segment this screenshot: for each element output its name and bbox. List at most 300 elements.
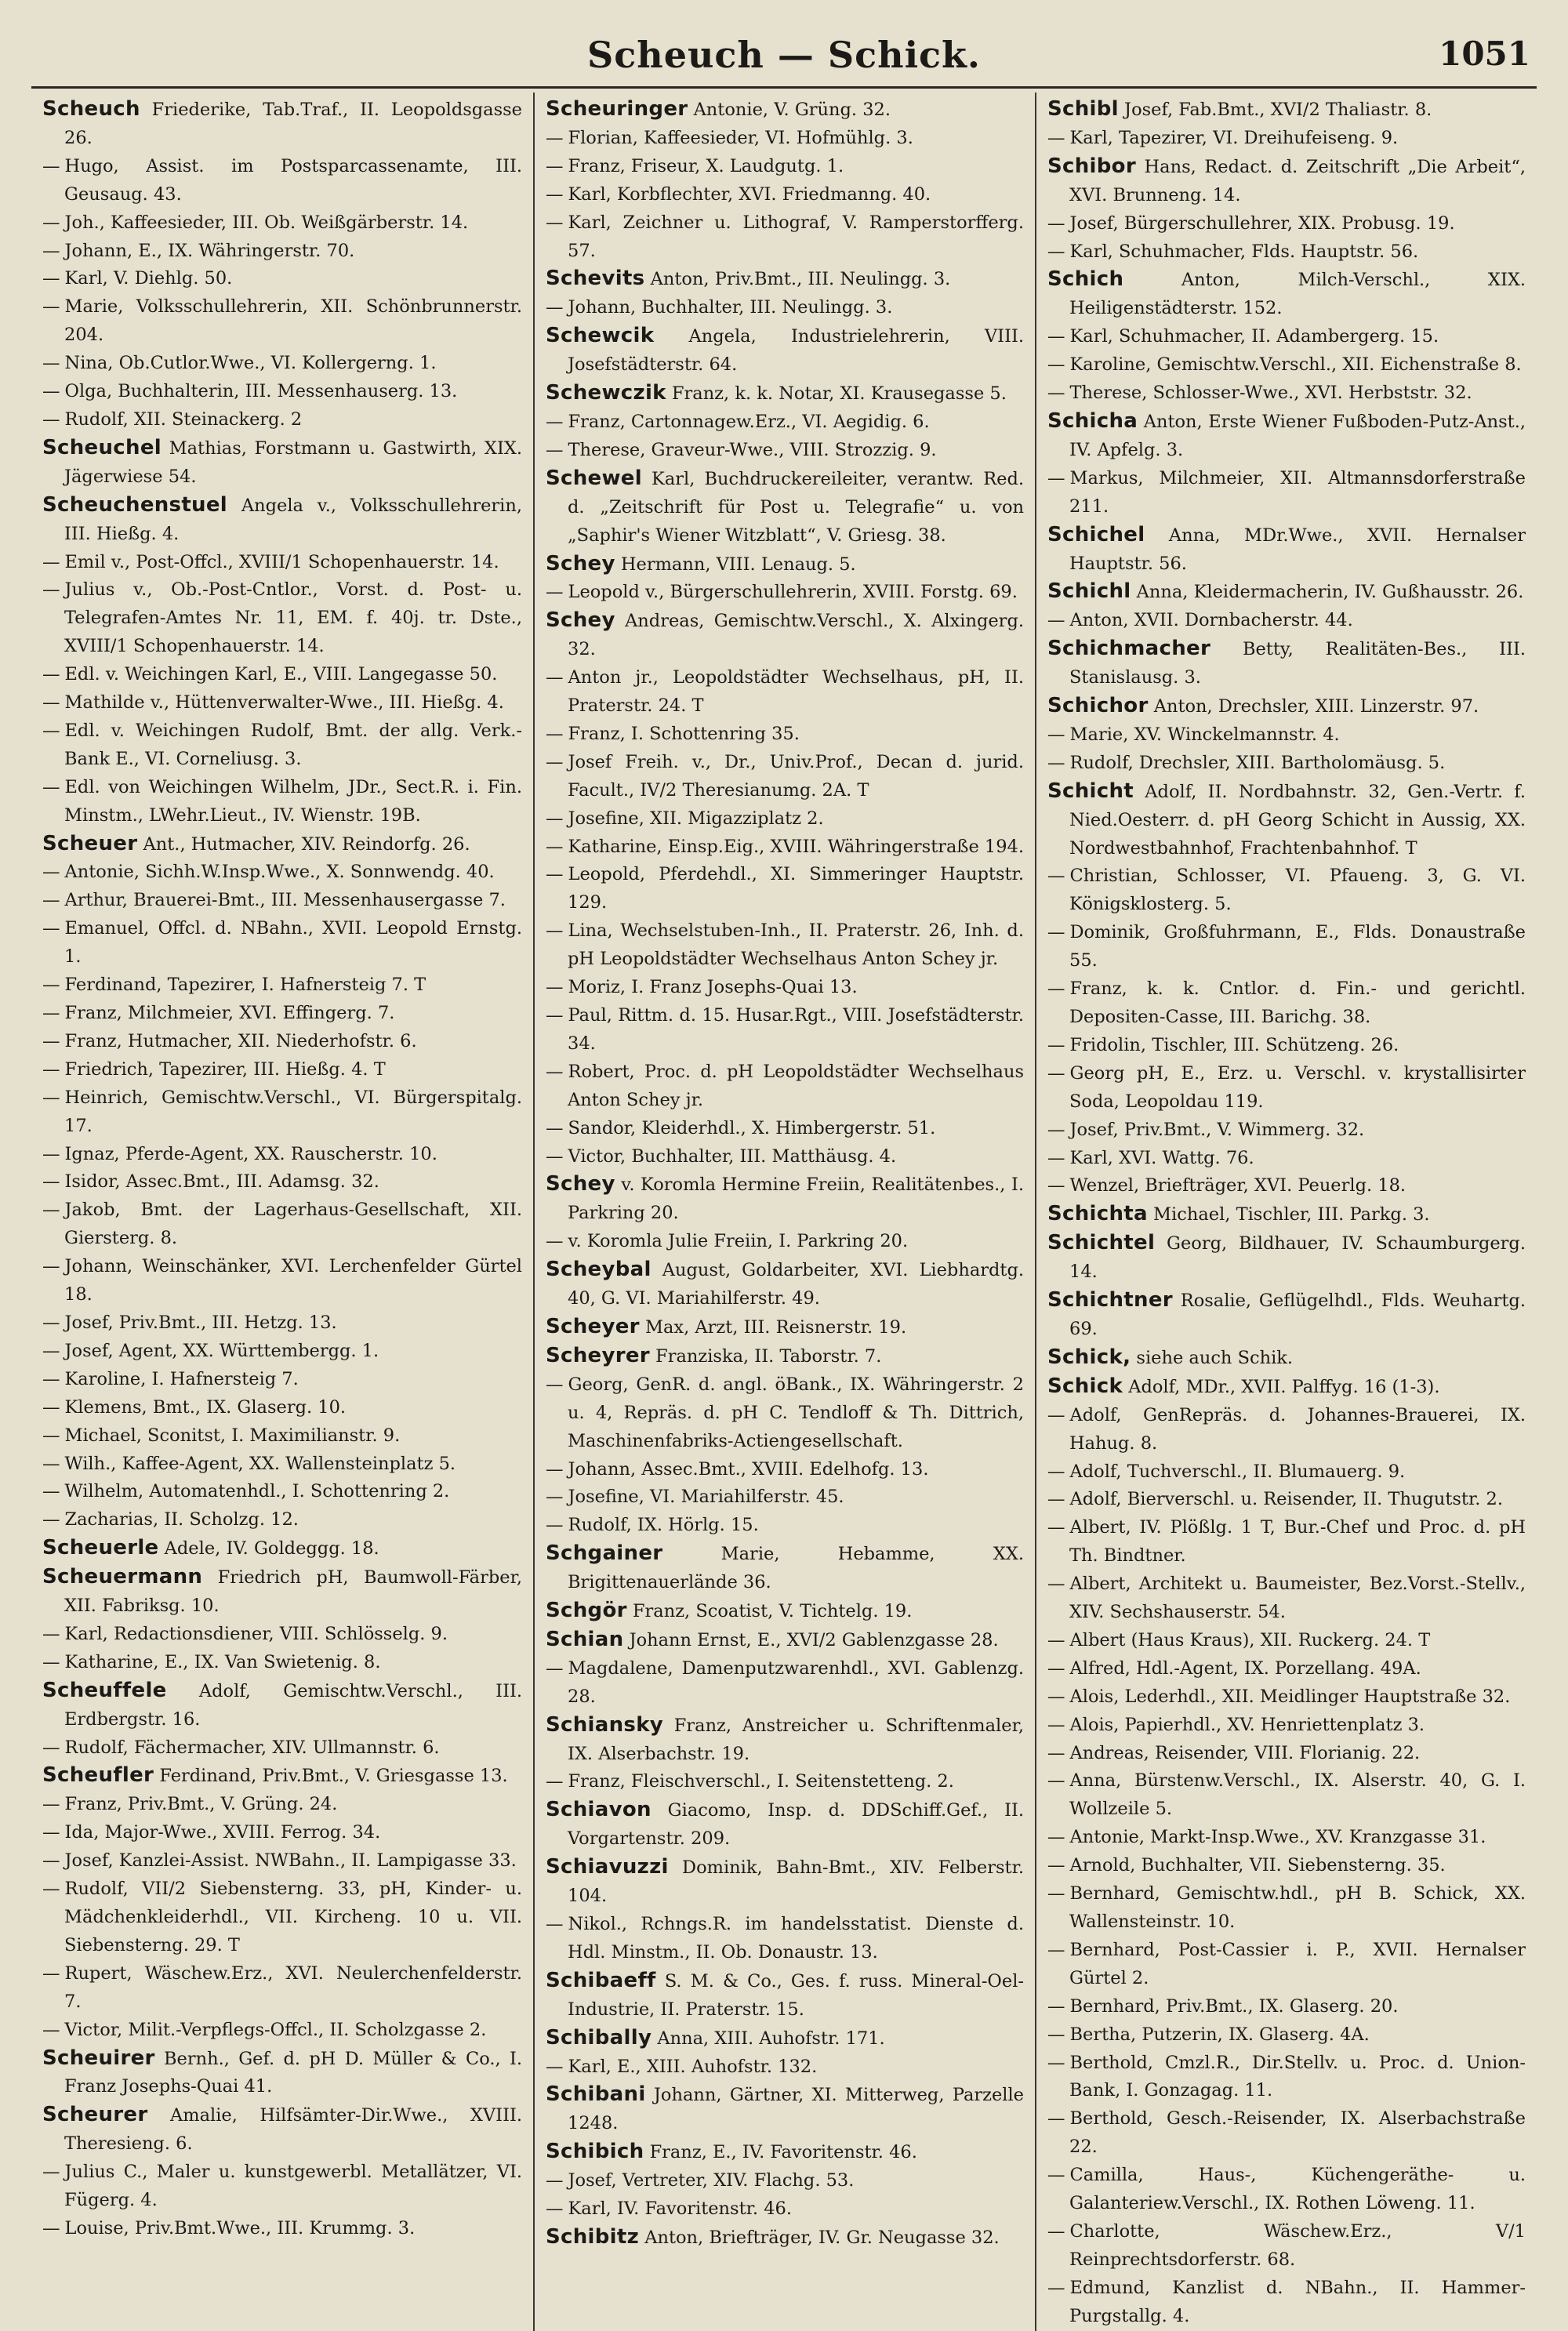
directory-entry [546, 1228, 1024, 1256]
entry-text: Albert, IV. Plößlg. 1 T, Bur.-Chef und Proc. d. pH Th. Bindtner. [1069, 1517, 1526, 1567]
continuation-dash: — [42, 212, 60, 233]
entry-text: Rosalie, Geflügelhdl., Flds. Weuhartg. 69. [1069, 1291, 1526, 1339]
continuation-dash: — [546, 1231, 564, 1252]
entry-text: Leopold, Pferdehdl., XI. Simmeringer Hauptstr. 129. [568, 864, 1024, 913]
continuation-dash: — [1047, 1995, 1065, 2017]
continuation-dash: — [546, 2056, 564, 2077]
continuation-dash: — [546, 2198, 564, 2220]
continuation-dash: — [1047, 752, 1065, 773]
continuation-dash: — [42, 1171, 60, 1193]
entry-surname: Schichtel [1047, 1231, 1156, 1255]
directory-entry [1047, 692, 1526, 721]
directory-entry [42, 1338, 522, 1366]
directory-entry [1047, 862, 1526, 919]
directory-entry [546, 917, 1024, 974]
entry-text: Rudolf, IX. Hörlg. 15. [568, 1515, 759, 1536]
continuation-dash: — [42, 296, 60, 318]
directory-entry [1047, 238, 1526, 267]
entry-text: Alfred, Hdl.-Agent, IX. Porzellang. 49A. [1069, 1657, 1421, 1679]
directory-entry [546, 1456, 1024, 1484]
directory-entry [1047, 750, 1526, 778]
directory-entry [546, 294, 1024, 322]
entry-surname: Scheurer [42, 2103, 148, 2127]
entry-surname: Schian [546, 1627, 624, 1651]
directory-entry [42, 1366, 522, 1394]
directory-entry [42, 887, 522, 915]
entry-surname: Schick [1047, 1374, 1123, 1398]
directory-entry [546, 2024, 1024, 2053]
entry-text: Franz, Anstreicher u. Schriftenmaler, IX. Alserbachstr. 19. [568, 1715, 1025, 1764]
directory-entry [1047, 351, 1526, 379]
directory-entry [546, 607, 1024, 664]
entry-text: Georg, GenR. d. angl. öBank., IX. Währingerstr. 2 u. 4, Repräs. d. pH C. Tendloff & Th. Dittrich, Maschinenfabriks-Actiengesellschaft. [568, 1374, 1024, 1451]
directory-entry [1047, 1172, 1526, 1200]
continuation-dash: — [546, 836, 564, 857]
entry-text: Josef, Priv.Bmt., V. Wimmerg. 32. [1069, 1119, 1365, 1140]
continuation-dash: — [546, 183, 564, 205]
page-header [31, 24, 1537, 89]
continuation-dash: — [1047, 922, 1065, 943]
entry-text: Karl, Tapezirer, VI. Dreihufeiseng. 9. [1069, 127, 1399, 148]
entry-text: Karl, XVI. Wattg. 76. [1069, 1147, 1254, 1168]
directory-entry [1047, 1880, 1526, 1937]
entry-text: Franz, Scoatist, V. Tichtelg. 19. [632, 1601, 913, 1622]
directory-entry [546, 1171, 1024, 1228]
directory-entry [1047, 125, 1526, 153]
continuation-dash: — [546, 977, 564, 998]
continuation-dash: — [1047, 1742, 1065, 1763]
directory-entry [1047, 607, 1526, 635]
entry-text: Karl, Redactionsdiener, VIII. Schlösselg. 9. [64, 1623, 448, 1644]
entry-surname: Scheuchenstuel [42, 492, 228, 517]
directory-entry [42, 1875, 522, 1960]
directory-entry [42, 830, 522, 859]
directory-entry [546, 974, 1024, 1002]
directory-entry [546, 550, 1024, 579]
entry-text: Fridolin, Tischler, III. Schützeng. 26. [1069, 1034, 1399, 1055]
entry-text: Albert, Architekt u. Baumeister, Bez.Vorst.-Stellv., XIV. Sechshauserstr. 54. [1069, 1574, 1526, 1623]
entry-surname: Schibani [546, 2082, 646, 2107]
continuation-dash: — [1047, 1770, 1065, 1792]
entry-text: Jakob, Bmt. der Lagerhaus-Gesellschaft, XII. Giersterg. 8. [64, 1200, 522, 1249]
directory-entry [42, 1168, 522, 1196]
entry-text: Dominik, Bahn-Bmt., XIV. Felberstr. 104. [568, 1857, 1025, 1907]
directory-entry [1047, 1740, 1526, 1768]
entry-text: Johann Ernst, E., XVI/2 Gablenzgasse 28. [629, 1629, 999, 1650]
entry-text: Andreas, Reisender, VIII. Florianig. 22. [1069, 1742, 1421, 1763]
continuation-dash: — [1047, 1629, 1065, 1650]
entry-text: Bernh., Gef. d. pH D. Müller & Co., I. Franz Josephs-Quai 41. [64, 2048, 522, 2097]
continuation-dash: — [1047, 724, 1065, 745]
continuation-dash: — [1047, 1686, 1065, 1707]
continuation-dash: — [1047, 2165, 1065, 2186]
directory-entry [42, 1762, 522, 1791]
continuation-dash: — [1047, 212, 1065, 234]
entry-text: Karl, Zeichner u. Lithograf, V. Ramperstorfferg. 57. [568, 212, 1024, 261]
entry-text: Hugo, Assist. im Postsparcassenamte, III. Geusaug. 43. [64, 155, 522, 205]
continuation-dash: — [546, 723, 564, 744]
entry-text: Isidor, Assec.Bmt., III. Adamsg. 32. [64, 1171, 379, 1193]
continuation-dash: — [1047, 1657, 1065, 1679]
continuation-dash: — [546, 411, 564, 432]
continuation-dash: — [1047, 2024, 1065, 2045]
entry-surname: Schewel [546, 466, 642, 490]
entry-surname: Scheuer [42, 831, 138, 855]
directory-entry [42, 1960, 522, 2017]
entry-text: Charlotte, Wäschew.Erz., V/1 Reinprechtsdorferstr. 68. [1069, 2220, 1526, 2270]
continuation-dash: — [42, 1340, 60, 1361]
continuation-dash: — [546, 1914, 564, 1934]
continuation-dash: — [42, 1003, 60, 1023]
directory-entry [546, 805, 1024, 833]
directory-entry [42, 1791, 522, 1819]
continuation-dash: — [1047, 1175, 1065, 1196]
continuation-dash: — [1047, 1714, 1065, 1735]
entry-text: Rupert, Wäschew.Erz., XVI. Neulerchenfelderstr. 7. [64, 1962, 522, 2012]
entry-surname: Scheuermann [42, 1565, 203, 1589]
continuation-dash: — [1047, 2277, 1065, 2298]
directory-entry [42, 1649, 522, 1677]
entry-text: Karl, Korbflechter, XVI. Friedmanng. 40. [568, 183, 931, 205]
directory-entry [1047, 1145, 1526, 1173]
directory-entry [42, 293, 522, 350]
directory-entry [546, 2167, 1024, 2195]
entry-text: Marie, Hebamme, XX. Brigittenauerlände 36. [568, 1544, 1024, 1593]
directory-entry [1047, 1655, 1526, 1683]
entry-text: Johann, Buchhalter, III. Neulingg. 3. [568, 297, 893, 318]
directory-entry [42, 1847, 522, 1875]
entry-text: Anna, Kleidermacherin, IV. Gußhausstr. 26. [1136, 582, 1524, 603]
entry-text: Alois, Papierhdl., XV. Henriettenplatz 3. [1069, 1714, 1425, 1735]
entry-surname: Scheybal [546, 1258, 652, 1282]
continuation-dash: — [42, 1396, 60, 1418]
continuation-dash: — [42, 1256, 60, 1277]
entry-text: Franz, k. k. Cntlor. d. Fin.- und gerichtl. Depositen-Casse, III. Barichg. 38. [1069, 979, 1526, 1027]
entry-text: Michael, Tischler, III. Parkg. 3. [1153, 1204, 1430, 1225]
directory-entry [42, 717, 522, 774]
entry-text: Johann, Assec.Bmt., XVIII. Edelhofg. 13. [568, 1458, 929, 1480]
entry-text: Edl. v. Weichingen Rudolf, Bmt. der allg. Verk.-Bank E., VI. Corneliusg. 3. [64, 720, 522, 769]
entry-text: Victor, Milit.-Verpflegs-Offcl., II. Scholzgasse 2. [64, 2019, 487, 2040]
directory-entry [546, 1256, 1024, 1313]
continuation-dash: — [42, 1143, 60, 1164]
entry-text: Josef, Fab.Bmt., XVI/2 Thaliastr. 8. [1124, 100, 1432, 120]
entry-surname: Schiavuzzi [546, 1855, 669, 1879]
entry-text: Anton, Drechsler, XIII. Linzerstr. 97. [1153, 696, 1479, 717]
entry-text: Magdalene, Damenputzwarenhdl., XVI. Gablenzg. 28. [568, 1657, 1024, 1707]
directory-entry [1047, 1060, 1526, 1116]
entry-text: Josef Freih. v., Dr., Univ.Prof., Decan d. jurid. Facult., IV/2 Theresianumg. 2A. T [568, 751, 1024, 801]
continuation-dash: — [1047, 1034, 1065, 1055]
entry-text: Johann, Weinschänker, XVI. Lerchenfelder Gürtel 18. [64, 1256, 522, 1305]
entry-text: Franz, Hutmacher, XII. Niederhofstr. 6. [64, 1030, 417, 1051]
entry-text: Bernhard, Post-Cassier i. P., XVII. Hernalser Gürtel 2. [1069, 1939, 1526, 1988]
entry-text: Adolf, Bierverschl. u. Reisender, II. Thugutstr. 2. [1069, 1489, 1504, 1510]
continuation-dash: — [546, 1515, 564, 1536]
directory-entry [1047, 721, 1526, 750]
directory-entry [42, 265, 522, 293]
directory-entry [546, 833, 1024, 862]
entry-text: Karoline, Gemischtw.Verschl., XII. Eichenstraße 8. [1069, 354, 1522, 376]
directory-entry [546, 2195, 1024, 2224]
continuation-dash: — [42, 353, 60, 374]
directory-entry [546, 721, 1024, 749]
entry-text: Max, Arzt, III. Reisnerstr. 19. [644, 1316, 907, 1338]
entry-text: Friedrich pH, Baumwoll-Färber, XII. Fabriksg. 10. [64, 1567, 522, 1617]
continuation-dash: — [1047, 1147, 1065, 1168]
directory-entry [1047, 153, 1526, 210]
directory-entry [42, 406, 522, 434]
entry-text: Joh., Kaffeesieder, III. Ob. Weißgärberstr. 14. [64, 212, 469, 233]
continuation-dash: — [42, 551, 60, 572]
directory-entry [1047, 635, 1526, 692]
entry-text: Therese, Schlosser-Wwe., XVI. Herbststr. 32. [1069, 383, 1472, 404]
directory-entry [546, 579, 1024, 607]
entry-text: Markus, Milchmeier, XII. Altmannsdorferstraße 211. [1069, 467, 1526, 517]
directory-entry [546, 1313, 1024, 1342]
continuation-dash: — [42, 240, 60, 261]
continuation-dash: — [1047, 1855, 1065, 1876]
entry-surname: Schichl [1047, 579, 1131, 604]
column-1 [31, 93, 533, 2331]
entry-text: Hans, Redact. d. Zeitschrift „Die Arbeit“, XVI. Brunneng. 14. [1069, 156, 1526, 205]
directory-entry [42, 238, 522, 266]
continuation-dash: — [42, 2162, 60, 2183]
continuation-dash: — [42, 268, 60, 289]
directory-entry [546, 1483, 1024, 1512]
entry-text: Adolf, Tuchverschl., II. Blumauerg. 9. [1069, 1461, 1406, 1482]
continuation-dash: — [1047, 241, 1065, 262]
directory-entry [1047, 2105, 1526, 2162]
entry-text: Marie, XV. Winckelmannstr. 4. [1069, 724, 1340, 745]
entry-text: Berthold, Cmzl.R., Dir.Stellv. u. Proc. d. Union-Bank, I. Gonzagag. 11. [1069, 2052, 1526, 2101]
continuation-dash: — [42, 918, 60, 939]
continuation-dash: — [1047, 1404, 1065, 1425]
directory-entry [546, 1342, 1024, 1371]
entry-text: Wilh., Kaffee-Agent, XX. Wallensteinplatz 5. [64, 1453, 456, 1474]
directory-entry [546, 96, 1024, 125]
directory-entry [546, 265, 1024, 294]
entry-text: Rudolf, Fächermacher, XIV. Ullmannstr. 6. [64, 1737, 440, 1758]
entry-text: Sandor, Kleiderhdl., X. Himbergerstr. 51. [568, 1117, 936, 1138]
continuation-dash: — [546, 1458, 564, 1480]
directory-entry [42, 1819, 522, 1847]
continuation-dash: — [1047, 1517, 1065, 1538]
directory-entry [546, 1854, 1024, 1911]
directory-entry [42, 1534, 522, 1563]
directory-entry [1047, 1514, 1526, 1570]
continuation-dash: — [42, 664, 60, 685]
entry-surname: Schich [1047, 267, 1124, 292]
continuation-dash: — [546, 1374, 564, 1395]
directory-entry [546, 749, 1024, 805]
continuation-dash: — [42, 692, 60, 713]
entry-text: Adolf, MDr., XVII. Palffyg. 16 (1-3). [1128, 1376, 1440, 1397]
entry-text: Anton, Briefträger, IV. Gr. Neugasse 32. [644, 2227, 1000, 2248]
entry-text: Nikol., Rchngs.R. im handelsstatist. Dienste d. Hdl. Minstm., II. Ob. Donaustr. 13. [568, 1914, 1024, 1962]
continuation-dash: — [1047, 1883, 1065, 1904]
entry-surname: Schewcik [546, 324, 655, 348]
directory-entry [1047, 1287, 1526, 1344]
directory-entry [1047, 1767, 1526, 1824]
directory-entry [42, 2159, 522, 2215]
continuation-dash: — [42, 890, 60, 911]
directory-entry [546, 125, 1024, 153]
continuation-dash: — [42, 408, 60, 430]
directory-entry [546, 209, 1024, 266]
directory-entry [1047, 1993, 1526, 2021]
entry-text: Mathias, Forstmann u. Gastwirth, XIX. Jägerwiese 54. [64, 438, 523, 487]
continuation-dash: — [42, 1453, 60, 1474]
entry-surname: Schicht [1047, 779, 1134, 803]
directory-entry [42, 1196, 522, 1253]
directory-entry [546, 1626, 1024, 1655]
directory-entry [546, 1911, 1024, 1967]
entry-text: Johann, Gärtner, XI. Mitterweg, Parzelle 1248. [568, 2085, 1024, 2134]
entry-text: Franz, Milchmeier, XVI. Effingerg. 7. [64, 1003, 395, 1023]
directory-entry [42, 1422, 522, 1451]
entry-surname: Schibally [546, 2025, 652, 2050]
directory-entry [42, 915, 522, 971]
directory-entry [1047, 2050, 1526, 2106]
continuation-dash: — [42, 1737, 60, 1758]
continuation-dash: — [42, 1425, 60, 1446]
continuation-dash: — [546, 864, 564, 885]
entry-text: Rudolf, VII/2 Siebensterng. 33, pH, Kinder- u. Mädchenkleiderhdl., VII. Kircheng. 10 u. VII. Siebensterng. 29. T [64, 1879, 522, 1955]
entry-text: S. M. & Co., Ges. f. russ. Mineral-Oel-Industrie, II. Praterstr. 15. [568, 1970, 1024, 2020]
directory-entry [42, 2215, 522, 2243]
entry-text: Heinrich, Gemischtw.Verschl., VI. Bürgerspitalg. 17. [64, 1087, 522, 1136]
continuation-dash: — [1047, 1489, 1065, 1510]
directory-entry [546, 2224, 1024, 2253]
directory-entry [546, 322, 1024, 379]
directory-entry [1047, 1402, 1526, 1458]
entry-text: Nina, Ob.Cutlor.Wwe., VI. Kollergerng. 1. [64, 353, 437, 374]
directory-entry [1047, 1344, 1526, 1373]
entry-text: Ida, Major-Wwe., XVIII. Ferrog. 34. [64, 1822, 381, 1843]
entry-surname: Scheufler [42, 1763, 154, 1788]
directory-entry [546, 1768, 1024, 1796]
entry-surname: Schiavon [546, 1798, 652, 1822]
entry-text: Friederike, Tab.Traf., II. Leopoldsgasse 26. [64, 100, 522, 148]
continuation-dash: — [42, 1962, 60, 1984]
entry-text: Hermann, VIII. Lenaug. 5. [620, 554, 856, 575]
directory-entry [42, 1084, 522, 1141]
continuation-dash: — [1047, 610, 1065, 631]
entry-text: Franz, I. Schottenring 35. [568, 723, 800, 744]
entry-surname: Schewczik [546, 381, 666, 405]
entry-text: Johann, E., IX. Währingerstr. 70. [64, 240, 355, 261]
directory-entry [1047, 408, 1526, 465]
entry-surname: Scheyrer [546, 1343, 650, 1367]
entry-text: Josef, Agent, XX. Württembergg. 1. [64, 1340, 379, 1361]
continuation-dash: — [1047, 127, 1065, 148]
entry-text: Antonie, Sichh.W.Insp.Wwe., X. Sonnwendg. 40. [64, 862, 495, 883]
directory-entry [546, 437, 1024, 465]
entry-text: Franz, Fleischverschl., I. Seitenstetteng. 2. [568, 1771, 954, 1792]
entry-surname: Schichel [1047, 522, 1145, 546]
continuation-dash: — [42, 1481, 60, 1502]
entry-text: Ant., Hutmacher, XIV. Reindorfg. 26. [143, 833, 470, 855]
directory-entry [1047, 1627, 1526, 1655]
entry-surname: Scheuerle [42, 1536, 159, 1560]
entry-text: Adolf, II. Nordbahnstr. 32, Gen.-Vertr. f. Nied.Oesterr. d. pH Georg Schicht in Aussig, XX. Nordwestbahnhof, Frachtenbahnhof. T [1069, 781, 1526, 859]
entry-text: siehe auch Schik. [1136, 1347, 1294, 1368]
directory-entry [546, 1512, 1024, 1540]
entry-text: Georg, Bildhauer, IV. Schaumburgerg. 14. [1069, 1233, 1526, 1283]
entry-text: Mathilde v., Hüttenverwalter-Wwe., III. Hießg. 4. [64, 692, 504, 713]
entry-text: Andreas, Gemischtw.Verschl., X. Alxingerg. 32. [568, 611, 1024, 660]
directory-entry [546, 1597, 1024, 1626]
entry-text: Angela v., Volksschullehrerin, III. Hießg. 4. [64, 495, 523, 544]
entry-text: Julius C., Maler u. kunstgewerbl. Metallätzer, VI. Fügerg. 4. [64, 2162, 522, 2211]
directory-entry [42, 1677, 522, 1734]
continuation-dash: — [1047, 1119, 1065, 1140]
continuation-dash: — [42, 1651, 60, 1672]
entry-text: Victor, Buchhalter, III. Matthäusg. 4. [568, 1146, 897, 1167]
continuation-dash: — [42, 1879, 60, 1900]
entry-text: Anton, Milch-Verschl., XIX. Heiligenstädterstr. 152. [1069, 270, 1526, 319]
entry-text: Katharine, E., IX. Van Swietenig. 8. [64, 1651, 381, 1672]
continuation-dash: — [1047, 354, 1065, 376]
directory-entry [546, 465, 1024, 550]
continuation-dash: — [42, 1623, 60, 1644]
directory-entry [1047, 465, 1526, 521]
entry-text: Franziska, II. Taborstr. 7. [655, 1345, 882, 1367]
entry-text: Bertha, Putzerin, IX. Glaserg. 4A. [1069, 2024, 1370, 2045]
directory-entry [1047, 1683, 1526, 1712]
entry-text: Josef, Bürgerschullehrer, XIX. Probusg. 19. [1069, 212, 1455, 234]
continuation-dash: — [1047, 383, 1065, 404]
continuation-dash: — [1047, 1461, 1065, 1482]
continuation-dash: — [546, 1146, 564, 1167]
entry-surname: Scheuirer [42, 2046, 155, 2070]
entry-surname: Schey [546, 551, 615, 575]
entry-text: Anton, XVII. Dornbacherstr. 44. [1069, 610, 1353, 631]
continuation-dash: — [1047, 866, 1065, 887]
directory-entry [546, 1967, 1024, 2024]
continuation-dash: — [1047, 1939, 1065, 1960]
entry-text: Emanuel, Offcl. d. NBahn., XVII. Leopold Ernstg. 1. [64, 918, 522, 968]
continuation-dash: — [546, 1771, 564, 1792]
entry-text: Josef, Vertreter, XIV. Flachg. 53. [568, 2170, 855, 2191]
directory-entry [1047, 323, 1526, 351]
entry-text: Alois, Lederhdl., XII. Meidlinger Hauptstraße 32. [1069, 1686, 1511, 1707]
continuation-dash: — [546, 751, 564, 772]
entry-surname: Schey [546, 608, 615, 633]
entry-surname: Schick, [1047, 1345, 1131, 1369]
entry-text: Arthur, Brauerei-Bmt., III. Messenhausergasse 7. [64, 890, 506, 911]
entry-text: Julius v., Ob.-Post-Cntlor., Vorst. d. Post- u. Telegrafen-Amtes Nr. 11, EM. f. 40j. tr. Dste., XVIII/1 Schopenhauerstr. 14. [64, 579, 522, 657]
entry-text: Amalie, Hilfsämter-Dir.Wwe., XVIII. Theresieng. 6. [64, 2105, 522, 2155]
entry-surname: Schibich [546, 2140, 644, 2164]
entry-text: Anton, Erste Wiener Fußboden-Putz-Anst., IV. Apfelg. 3. [1069, 411, 1526, 460]
entry-text: Therese, Graveur-Wwe., VIII. Strozzig. 9. [568, 439, 937, 460]
directory-entry [1047, 1937, 1526, 1993]
directory-entry [546, 664, 1024, 721]
entry-text: Michael, Sconitst, I. Maximilianstr. 9. [64, 1425, 401, 1446]
directory-entry [42, 971, 522, 1000]
column-2 [533, 93, 1035, 2331]
entry-surname: Schichor [1047, 694, 1149, 718]
entry-text: Anton, Priv.Bmt., III. Neulingg. 3. [650, 269, 951, 290]
directory-entry [1047, 2218, 1526, 2275]
entry-text: Betty, Realitäten-Bes., III. Stanislausg. 3. [1069, 639, 1526, 688]
continuation-dash: — [42, 975, 60, 996]
directory-entry [1047, 578, 1526, 607]
entry-text: Ignaz, Pferde-Agent, XX. Rauscherstr. 10. [64, 1143, 437, 1164]
entry-surname: Schibitz [546, 2224, 640, 2249]
